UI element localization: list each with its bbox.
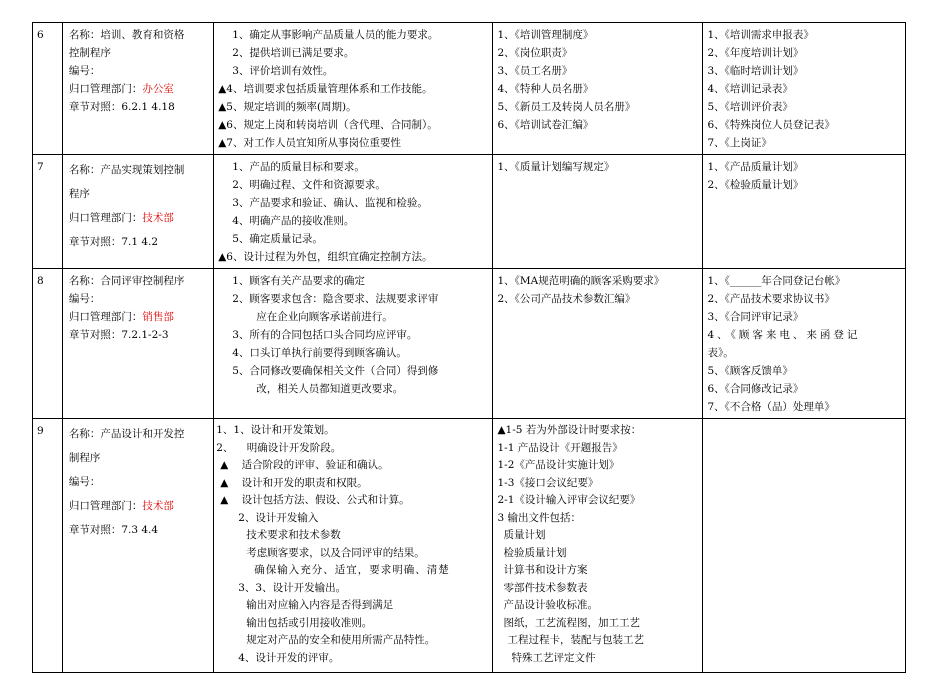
- requirement-item: 2、提供培训已满足要求。: [232, 47, 355, 59]
- record-item: 6、《合同修改记录》: [707, 383, 804, 395]
- record-item: 2、《检验质量计划》: [707, 179, 804, 191]
- document-item: 质量计划: [503, 529, 546, 541]
- procedure-name: 产品设计和开发控: [100, 428, 185, 440]
- requirement-item: 2、明确过程、文件和资源要求。: [232, 179, 386, 191]
- documents-cell: [493, 269, 703, 419]
- requirement-item: 5、确定质量记录。: [232, 233, 323, 245]
- record-item: 6、《特殊岗位人员登记表》: [707, 119, 835, 131]
- clause-value: 7.1 4.2: [121, 236, 159, 248]
- procedure-info-cell: [62, 419, 213, 673]
- procedure-info-cell: [62, 269, 213, 419]
- requirement-item: 3、3、设计开发输出。: [238, 581, 347, 594]
- document-item: 5、《新员工及转岗人员名册》: [497, 101, 636, 113]
- clause-label: 章节对照：: [68, 524, 122, 536]
- document-item: 特殊工艺评定文件: [511, 651, 596, 664]
- document-item: 2、《公司产品技术参数汇编》: [497, 293, 636, 305]
- record-item: 3、《合同评审记录》: [707, 311, 804, 323]
- document-item: 1-1 产品设计《开题报告》: [497, 441, 623, 454]
- requirement-item: 3、所有的合同包括口头合同均应评审。: [232, 329, 418, 341]
- record-item: 5、《顾客反馈单》: [707, 365, 793, 377]
- document-item: 1-2《产品设计实施计划》: [497, 459, 620, 471]
- dept-value: 办公室: [142, 83, 174, 95]
- table-row: [33, 23, 906, 155]
- row-number: 8: [33, 269, 63, 419]
- requirement-item: ▲ 设计和开发的职责和权限。: [220, 476, 368, 489]
- records-cell: [703, 155, 906, 269]
- procedure-name: 产品实现策划控制: [100, 164, 185, 176]
- dept-label: 归口管理部门：: [68, 212, 143, 224]
- code-label: 编号：: [68, 293, 101, 305]
- clause-label: 章节对照：: [68, 236, 122, 248]
- requirements-cell: [214, 23, 493, 155]
- procedure-info-cell: [62, 155, 213, 269]
- dept-value: 技术部: [142, 500, 174, 512]
- table-row: [33, 155, 906, 269]
- requirement-item: 2、顾客要求包含：隐含要求、法规要求评审: [232, 293, 439, 305]
- requirement-item: ▲5、规定培训的频率(周期)。: [218, 101, 357, 113]
- documents-cell: [493, 23, 703, 155]
- requirement-item: 4、明确产品的接收准则。: [232, 215, 355, 227]
- requirement-item: 确保输入充分、适宜，要求明确、清楚: [254, 564, 450, 576]
- documents-cell: [493, 419, 703, 673]
- table-row: [33, 269, 906, 419]
- document-page: [32, 22, 906, 673]
- clause-value: 7.2.1-2-3: [121, 329, 169, 341]
- name-label: 名称：: [68, 428, 101, 440]
- requirement-item: ▲ 设计包括方法、假设、公式和计算。: [220, 494, 410, 506]
- document-item: 检验质量计划: [503, 546, 567, 559]
- requirement-item: 规定对产品的安全和使用所需产品特性。: [246, 634, 436, 646]
- row-number: 9: [33, 419, 63, 673]
- row-number: 7: [33, 155, 63, 269]
- requirement-item: 1、确定从事影响产品质量人员的能力要求。: [232, 29, 439, 41]
- requirements-cell: [214, 269, 493, 419]
- document-item: 1、《MA规范明确的顾客采购要求》: [497, 275, 665, 287]
- dept-value: 销售部: [142, 311, 174, 323]
- document-item: ▲1-5 若为外部设计时要求按：: [497, 424, 642, 436]
- clause-label: 章节对照：: [68, 101, 122, 113]
- clause-value: 6.2.1 4.18: [121, 101, 175, 113]
- requirement-item: 1、产品的质量目标和要求。: [232, 161, 365, 173]
- procedure-name-cont: 控制程序: [68, 47, 111, 59]
- requirement-item: 1、顾客有关产品要求的确定: [232, 275, 365, 287]
- procedure-table: [32, 22, 906, 673]
- requirement-item: 4、设计开发的评审。: [238, 651, 340, 664]
- document-item: 图纸，工艺流程图，加工工艺: [503, 616, 640, 629]
- document-item: 3、《员工名册》: [497, 65, 573, 77]
- requirement-item: ▲6、规定上岗和转岗培训（含代理、合同制）。: [218, 119, 438, 131]
- table-row: [33, 419, 906, 673]
- document-item: 1、《质量计划编写规定》: [497, 161, 615, 173]
- procedure-name: 培训、教育和资格: [100, 29, 185, 41]
- document-item: 6、《培训试卷汇编》: [497, 119, 594, 131]
- requirement-item: 4、口头订单执行前要得到顾客确认。: [232, 347, 407, 359]
- requirement-item: 应在企业向顾客承诺前进行。: [256, 311, 393, 323]
- document-item: 2-1《设计输入评审会议纪要》: [497, 494, 641, 506]
- record-item: 4、《培训记录表》: [707, 83, 793, 95]
- dept-value: 技术部: [142, 212, 174, 224]
- requirements-cell: [214, 419, 493, 673]
- record-item: 表》。: [707, 347, 734, 359]
- requirement-item: 1、1、设计和开发策划。: [216, 424, 335, 436]
- record-item: 1、《产品质量计划》: [707, 161, 804, 173]
- code-label: 编号：: [68, 476, 101, 488]
- record-item: 2、《年度培训计划》: [707, 47, 804, 59]
- requirement-item: 输出包括或引用接收准则。: [246, 616, 373, 629]
- record-item: 2、《产品技术要求协议书》: [707, 293, 835, 305]
- requirement-item: 输出对应输入内容是否得到满足: [246, 599, 394, 611]
- document-item: 1-3《接口会议纪要》: [497, 476, 599, 489]
- document-item: 1、《培训管理制度》: [497, 29, 594, 41]
- row-number: 6: [33, 23, 63, 155]
- requirement-item: 考虑顾客要求，以及合同评审的结果。: [246, 546, 425, 559]
- requirement-item: 3、评价培训有效性。: [232, 65, 334, 77]
- dept-label: 归口管理部门：: [68, 311, 143, 323]
- requirement-item: 技术要求和技术参数: [246, 529, 341, 541]
- document-item: 4、《特种人员名册》: [497, 83, 594, 95]
- procedure-name-cont: 程序: [68, 188, 90, 200]
- records-cell: [703, 419, 906, 673]
- requirement-item: ▲7、对工作人员宜知所从事岗位重要性: [218, 137, 401, 149]
- records-cell: [703, 23, 906, 155]
- name-label: 名称：: [68, 164, 101, 176]
- record-item: 7、《不合格（品）处理单》: [707, 401, 835, 413]
- requirement-item: 2、设计开发输入: [238, 511, 319, 524]
- requirement-item: ▲ 适合阶段的评审、验证和确认。: [220, 459, 389, 471]
- requirement-item: 2、 明确设计开发阶段。: [216, 441, 342, 454]
- record-item: 7、《上岗证》: [707, 137, 772, 149]
- procedure-name: 合同评审控制程序: [100, 275, 185, 287]
- document-item: 零部件技术参数表: [503, 581, 588, 594]
- clause-value: 7.3 4.4: [121, 524, 159, 536]
- requirement-item: 3、产品要求和验证、确认、监视和检验。: [232, 197, 428, 209]
- document-item: 计算书和设计方案: [503, 564, 588, 576]
- record-item: 5、《培训评价表》: [707, 101, 793, 113]
- name-label: 名称：: [68, 275, 101, 287]
- document-item: 3 输出文件包括：: [497, 511, 581, 524]
- procedure-name-cont: 制程序: [68, 452, 101, 464]
- requirement-item: 5、合同修改要确保相关文件（合同）得到修: [232, 365, 439, 377]
- document-item: 工程过程卡，装配与包装工艺: [507, 634, 644, 646]
- record-item: 1、《______年合同登记台帐》: [707, 275, 846, 287]
- records-cell: [703, 269, 906, 419]
- record-item: 1、《培训需求申报表》: [707, 29, 814, 41]
- procedure-info-cell: [62, 23, 213, 155]
- name-label: 名称：: [68, 29, 101, 41]
- code-label: 编号：: [68, 65, 101, 77]
- dept-label: 归口管理部门：: [68, 83, 143, 95]
- dept-label: 归口管理部门：: [68, 500, 143, 512]
- requirement-item: ▲4、培训要求包括质量管理体系和工作技能。: [218, 83, 433, 95]
- record-item: 4、《顾客来电、来函登记: [707, 329, 861, 341]
- clause-label: 章节对照：: [68, 329, 122, 341]
- requirement-item: 改，相关人员都知道更改要求。: [256, 383, 404, 395]
- requirements-cell: [214, 155, 493, 269]
- record-item: 3、《临时培训计划》: [707, 65, 804, 77]
- requirement-item: ▲6、设计过程为外包，组织宜确定控制方法。: [218, 251, 433, 263]
- document-item: 2、《岗位职责》: [497, 47, 573, 59]
- document-item: 产品设计验收标准。: [503, 599, 598, 611]
- documents-cell: [493, 155, 703, 269]
